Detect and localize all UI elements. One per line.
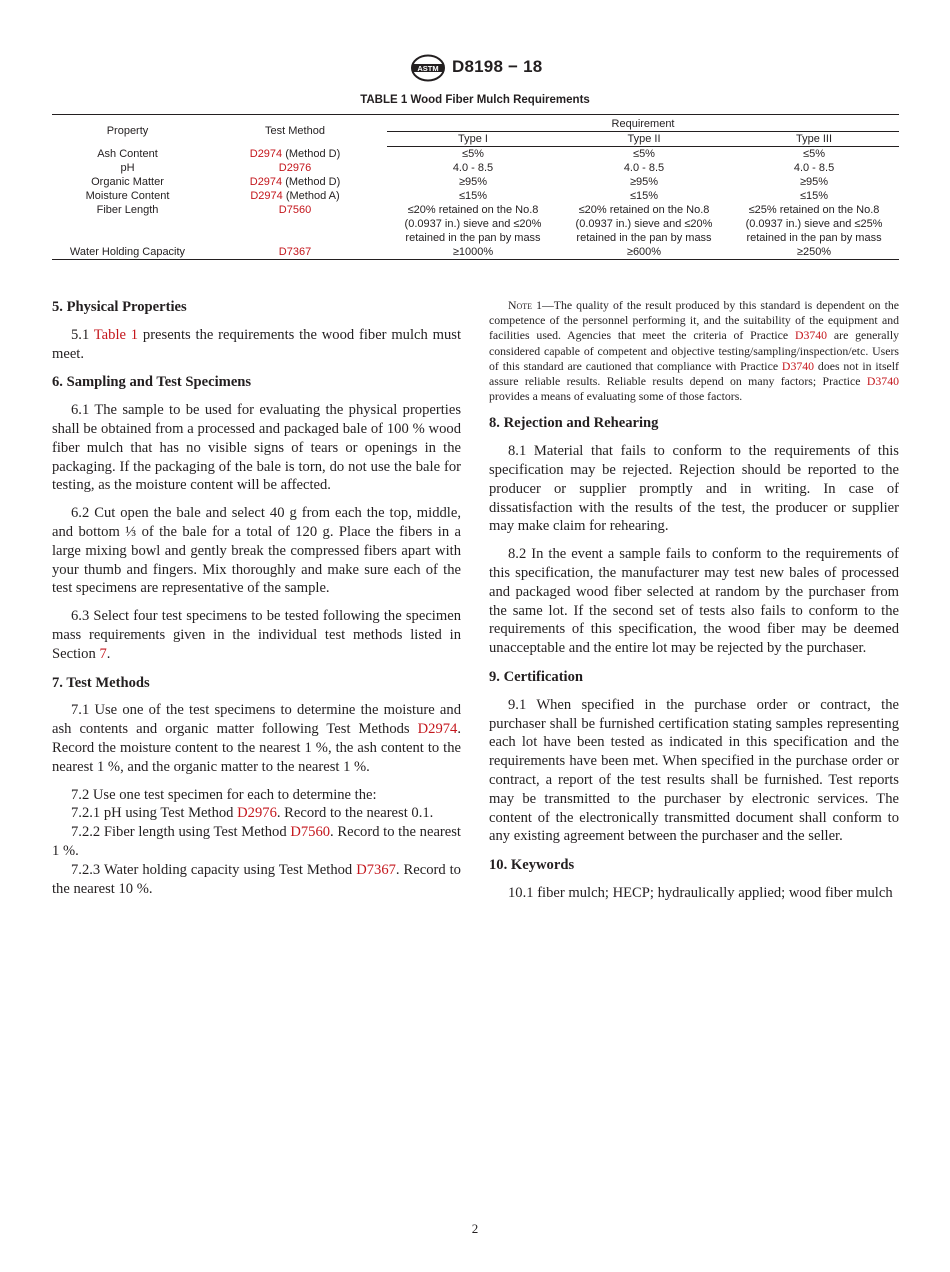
- table-row: [52, 161, 899, 175]
- cell-type3: ≤15%: [799, 190, 829, 202]
- cell-line: ≤20% retained on the No.8: [578, 204, 710, 216]
- para-text: 6.3 Select four test specimens to be tested following the specimen mass requirements given in the individual test methods listed in Section: [52, 608, 461, 662]
- cell-type1: ≥95%: [458, 176, 488, 188]
- para-text: 5.1: [71, 326, 94, 343]
- cell-type2: [559, 203, 729, 245]
- cell-type3: 4.0 - 8.5: [793, 162, 835, 174]
- table-row: [52, 245, 899, 260]
- standard-link[interactable]: D7560: [290, 824, 331, 841]
- note-text: provides a means of evaluating some of those factors.: [489, 389, 743, 404]
- cell-type3: ≥95%: [799, 176, 829, 188]
- note-1: [489, 298, 899, 404]
- section-heading: 10. Keywords: [489, 857, 575, 874]
- method-link[interactable]: D2974: [249, 147, 283, 160]
- standard-link[interactable]: D2976: [237, 805, 277, 822]
- cell-property: Organic Matter: [91, 176, 164, 188]
- note-text: are generally considered capable of competent and objective testing/sampling/inspection/etc. Users of this standard are cautioned that compliance with Practice: [489, 328, 900, 373]
- cell-type1: ≥1000%: [387, 245, 559, 260]
- cell-line: ≤20% retained on the No.8: [407, 204, 539, 216]
- paragraph-8-1: 8.1 Material that fails to conform to the requirements of this specification may be rejected. Rejection should be reported to the producer or supplier promptly and in writing. In case of dissatisfaction with the results of the test, the producer or supplier may make claim for rehearing.: [489, 443, 899, 535]
- para-text: .: [106, 645, 111, 662]
- requirements-table: [52, 114, 899, 260]
- standard-link[interactable]: D3740: [866, 374, 899, 389]
- cell-line: (0.0937 in.) sieve and ≤20%: [575, 218, 713, 230]
- method-link[interactable]: D7367: [278, 246, 312, 258]
- method-suffix: (Method A): [282, 190, 340, 202]
- paragraph-6-2: 6.2 Cut open the bale and select 40 g from each the top, middle, and bottom ⅓ of the bale for a total of 120 g. Place the fibers in a large mixing bowl and gently break the compressed fibers apart with your thumb and fingers. Mix thoroughly and make sure each of the test specimens are representative of the sample.: [52, 505, 461, 597]
- header-property: Property: [52, 115, 203, 147]
- method-suffix: (Method D): [282, 147, 341, 160]
- para-text: . Record the moisture content to the nearest 1 %, the ash content to the nearest 1 %, and the organic matter to the nearest 1 %.: [52, 721, 461, 775]
- cell-type2: ≤15%: [629, 190, 659, 202]
- paragraph-7-1: [52, 701, 461, 776]
- cell-type3: ≤5%: [803, 148, 825, 160]
- cell-method: [203, 189, 387, 203]
- method-suffix: (Method D): [282, 176, 341, 188]
- cell-method: [203, 203, 387, 245]
- header-type3: Type III: [729, 132, 899, 147]
- para-text: 7.2.1 pH using Test Method: [71, 805, 238, 822]
- note-label: Note: [508, 298, 533, 312]
- para-text: 7.1 Use one of the test specimens to determine the moisture and ash contents and organic matter following Test Methods: [52, 702, 461, 738]
- header-type1: Type I: [387, 132, 559, 147]
- designation: D8198 − 18: [452, 57, 543, 76]
- section-heading: 8. Rejection and Rehearing: [489, 415, 659, 432]
- paragraph-6-1: 6.1 The sample to be used for evaluating the physical properties shall be obtained from a processed and packaged bale of 100 % wood fiber mulch that has no visible signs of tears or openings in the packaging. If the packaging of the bale is torn, do not use the bale for testing, as the moisture content will be affected.: [52, 402, 461, 494]
- cell-type3: ≥250%: [729, 245, 899, 260]
- cell-property: Moisture Content: [85, 190, 170, 202]
- para-text: 7.2.3 Water holding capacity using Test Method: [71, 861, 357, 878]
- cell-line: retained in the pan by mass: [576, 232, 712, 244]
- cell-line: ≤25% retained on the No.8: [748, 204, 880, 216]
- paragraph-6-3: [52, 607, 461, 663]
- right-column: [489, 298, 899, 903]
- cell-type3: [729, 203, 899, 245]
- section-heading: 7. Test Methods: [52, 674, 150, 691]
- logo-text: ASTM: [417, 63, 439, 73]
- cell-type1: [387, 203, 559, 245]
- para-text: . Record to the nearest 10 %.: [52, 861, 461, 897]
- table-row: [52, 203, 899, 245]
- paragraph-7-2-2: [52, 823, 461, 861]
- method-link[interactable]: D7560: [278, 204, 312, 216]
- cell-type1: ≤5%: [462, 148, 484, 160]
- cell-type1: ≤15%: [458, 190, 488, 202]
- paragraph-7-2-1: [52, 804, 461, 823]
- section-link[interactable]: 7: [99, 645, 107, 662]
- header-test-method: Test Method: [203, 115, 387, 147]
- cell-line: (0.0937 in.) sieve and ≤25%: [745, 218, 883, 230]
- paragraph-5-1: [52, 326, 461, 364]
- page-number: 2: [471, 1221, 479, 1236]
- standard-link[interactable]: D2974: [417, 721, 458, 738]
- cell-line: (0.0937 in.) sieve and ≤20%: [404, 218, 542, 230]
- paragraph-7-2: 7.2 Use one test specimen for each to determine the:: [71, 786, 377, 803]
- header-requirement: Requirement: [387, 115, 899, 132]
- cell-property: pH: [120, 162, 135, 174]
- cell-type2: 4.0 - 8.5: [623, 162, 665, 174]
- cell-type2: ≥600%: [559, 245, 729, 260]
- paragraph-9-1: 9.1 When specified in the purchase order or contract, the purchaser shall be furnished certification stating samples representing each lot have been tested as indicated in this specification and the requirements have been met. When specified in the purchase order or contract, a report of the test results shall be furnished. Test reports may be transmitted to the purchaser by electronic services. The content of the electronically transmitted document shall conform to any existing agreement between the purchaser and the seller.: [489, 696, 899, 845]
- section-heading: 9. Certification: [489, 668, 584, 685]
- cell-type2: ≤5%: [633, 148, 655, 160]
- cell-line: retained in the pan by mass: [405, 232, 541, 244]
- left-column: [52, 298, 461, 898]
- cell-line: retained in the pan by mass: [746, 232, 882, 244]
- note-text: does not in itself assure reliable results. Reliable results depend on many factors; Practice: [489, 358, 899, 389]
- table-title: TABLE 1 Wood Fiber Mulch Requirements: [360, 94, 590, 106]
- cell-property: Water Holding Capacity: [52, 245, 203, 260]
- cell-property: Ash Content: [97, 147, 158, 160]
- table-row: [52, 147, 899, 162]
- cell-property: Fiber Length: [96, 204, 159, 216]
- method-link[interactable]: D2976: [278, 162, 312, 174]
- paragraph-7-2-3: [52, 861, 461, 899]
- cell-method: [203, 161, 387, 175]
- table-row: [52, 189, 899, 203]
- paragraph-8-2: 8.2 In the event a sample fails to conform to the requirements of this specification, the manufacturer may test new bales of processed and packaged wood fiber selected at random by the purchaser from the same lot. If the second set of tests also fails to conform to the requirements of this specification, the wood fiber may be deemed unacceptable and the entire lot may be rejected by the purchaser.: [489, 546, 899, 657]
- note-text: 1—The quality of the result produced by this standard is dependent on the competence of the personnel performing it, and the suitability of the equipment and facilities used. Agencies that meet the criteria of Practice: [489, 298, 899, 343]
- section-heading: 6. Sampling and Test Specimens: [52, 374, 252, 391]
- para-text: presents the requirements the wood fiber mulch must meet.: [52, 326, 461, 362]
- method-link[interactable]: D2974: [250, 190, 283, 202]
- para-text: 7.2.2 Fiber length using Test Method: [71, 824, 291, 841]
- standard-link[interactable]: D3740: [781, 358, 815, 373]
- cell-method: [203, 245, 387, 260]
- header-type2: Type II: [559, 132, 729, 147]
- paragraph-10-1: 10.1 fiber mulch; HECP; hydraulically applied; wood fiber mulch: [508, 884, 893, 901]
- table-row: [52, 175, 899, 189]
- astm-logo: [410, 54, 446, 82]
- cell-type2: ≥95%: [629, 176, 659, 188]
- standard-link[interactable]: D7367: [356, 861, 396, 878]
- page-header: [0, 54, 950, 84]
- standard-link[interactable]: D3740: [794, 328, 828, 343]
- method-link[interactable]: D2974: [249, 176, 283, 188]
- cell-method: [203, 147, 387, 162]
- cell-type1: 4.0 - 8.5: [452, 162, 494, 174]
- para-text: . Record to the nearest 1 %.: [52, 824, 461, 859]
- para-text: . Record to the nearest 0.1.: [276, 805, 434, 822]
- section-heading: 5. Physical Properties: [52, 299, 187, 315]
- table-link[interactable]: Table 1: [93, 326, 139, 343]
- note-paragraph: [489, 298, 899, 404]
- cell-method: [203, 175, 387, 189]
